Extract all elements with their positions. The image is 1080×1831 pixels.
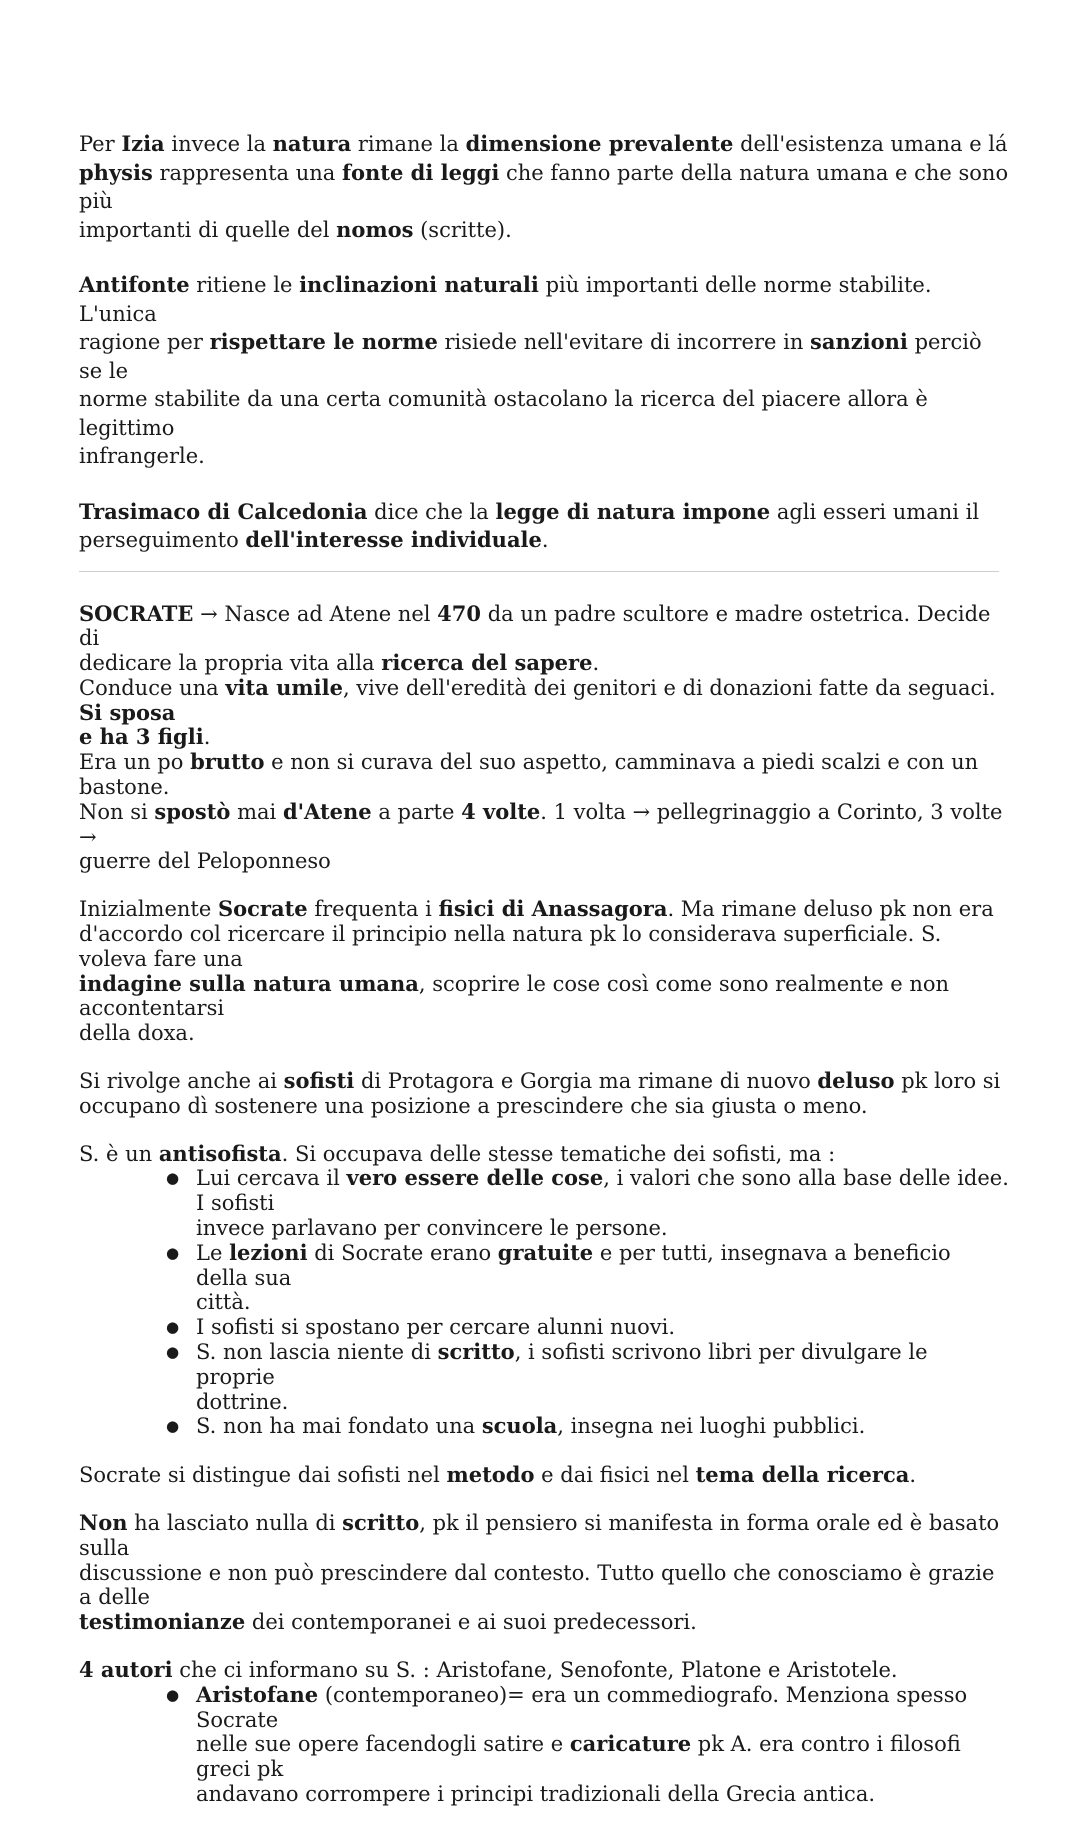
paragraph-socrate-bio: SOCRATE → Nasce ad Atene nel 470 da un padre scultore e madre ostetrica. Decide di dedicare la propria vita alla ricerca del sapere. Conduce una vita umile, vive dell'eredità dei genitori e di donazioni fatte da seguaci. Si sposa e ha 3 figli. Era un po brutto e non si curava del suo aspetto, camminava a piedi scalzi e con un bastone. Non si spostò mai d'Atene a parte 4 volte. 1 volta → pellegrinaggio a Corinto, 3 volte → guerre del Peloponneso bbox=[79, 600, 1003, 874]
list-item: ● I sofisti si spostano per cercare alunni nuovi. bbox=[196, 1315, 1009, 1340]
list-item: ● Lui cercava il vero essere delle cose, i valori che sono alla base delle idee. I sofisti invece parlavano per convincere le persone. bbox=[196, 1166, 1009, 1240]
document-page bbox=[79, 130, 1009, 1831]
paragraph-distingue: Socrate si distingue dai sofisti nel metodo e dai fisici nel tema della ricerca. bbox=[79, 1462, 917, 1488]
paragraph-anassagora: Inizialmente Socrate frequenta i fisici di Anassagora. Ma rimane deluso pk non era d'accordo col ricercare il principio nella natura pk lo considerava superficiale. S. voleva fare una indagine sulla natura umana, scoprire le cose così come sono realmente e non accontentarsi della doxa. bbox=[79, 896, 994, 1046]
paragraph-scritto: Non ha lasciato nulla di scritto, pk il pensiero si manifesta in forma orale ed è basato sulla discussione e non può prescindere dal contesto. Tutto quello che conosciamo è grazie a delle testimonianze dei contemporanei e ai suoi predecessori. bbox=[79, 1510, 1000, 1635]
paragraph-sofisti: Si rivolge anche ai sofisti di Protagora e Gorgia ma rimane di nuovo deluso pk loro si occupano dì sostenere una posizione a prescindere che sia giusta o meno. bbox=[79, 1068, 1001, 1118]
list-item: ● Le lezioni di Socrate erano gratuite e per tutti, insegnava a beneficio della sua città. bbox=[196, 1241, 1009, 1315]
list-item: ● Aristofane (contemporaneo)= era un commediografo. Menziona spesso Socrate nelle sue opere facendogli satire e caricature pk A. era contro i filosofi greci pk andavano corrompere i principi tradizionali della Grecia antica. bbox=[196, 1683, 1009, 1807]
paragraph-izia: Per Izia invece la natura rimane la dimensione prevalente dell'esistenza umana e lá physis rappresenta una fonte di leggi che fanno parte della natura umana e che sono più importanti di quelle del nomos (scritte). bbox=[79, 131, 1009, 242]
section-divider bbox=[79, 571, 999, 572]
differences-list bbox=[79, 1166, 1009, 1439]
paragraph-antifonte: Antifonte ritiene le inclinazioni naturali più importanti delle norme stabilite. L'unica ragione per rispettare le norme risiede nell'evitare di incorrere in sanzioni perciò se le norme stabilite da una certa comunità ostacolano la ricerca del piacere allora è legittimo infrangerle. bbox=[79, 272, 982, 468]
paragraph-trasimaco: Trasimaco di Calcedonia dice che la legge di natura impone agli esseri umani il perseguimento dell'interesse individuale. bbox=[79, 498, 980, 552]
authors-list bbox=[79, 1683, 1009, 1807]
paragraph-antisofista: S. è un antisofista. Si occupava delle stesse tematiche dei sofisti, ma : bbox=[79, 1140, 836, 1166]
list-item: ● S. non lascia niente di scritto, i sofisti scrivono libri per divulgare le proprie dottrine. bbox=[196, 1340, 1009, 1414]
paragraph-autori: 4 autori che ci informano su S. : Aristofane, Senofonte, Platone e Aristotele. bbox=[79, 1656, 898, 1682]
list-item: ● S. non ha mai fondato una scuola, insegna nei luoghi pubblici. bbox=[196, 1414, 1009, 1439]
